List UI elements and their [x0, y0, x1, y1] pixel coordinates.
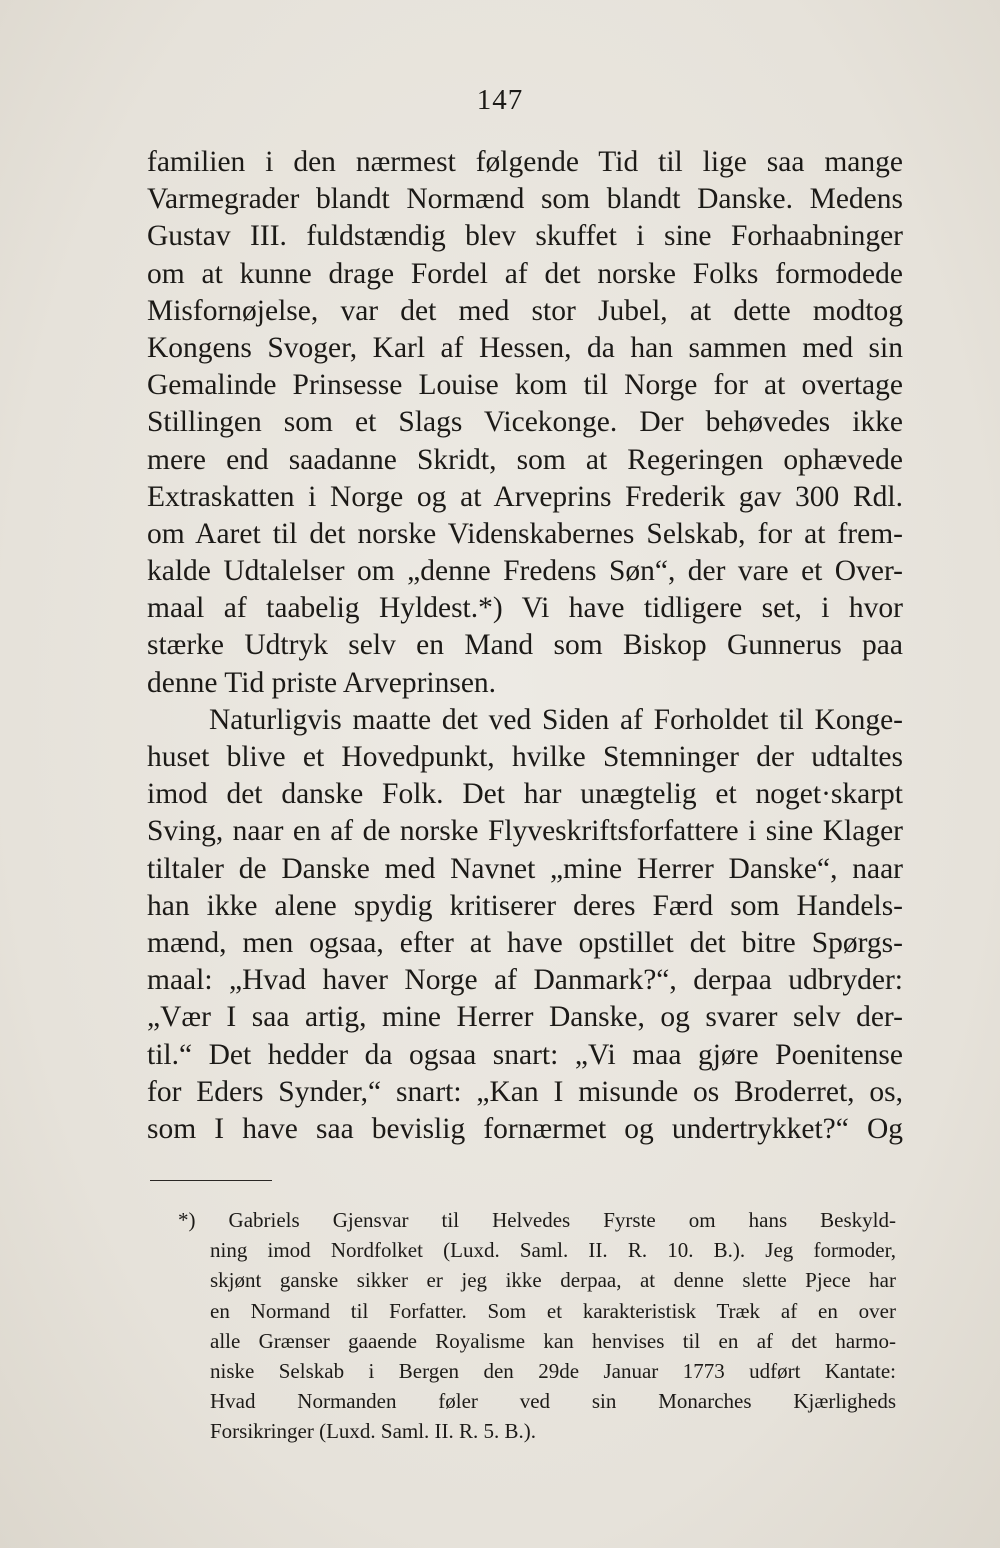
text-line: stærke Udtryk selv en Mand som Biskop Gunnerus paa [147, 629, 903, 662]
text-line: Varmegrader blandt Normænd som blandt Danske. Medens [147, 183, 903, 216]
text-line: om Aaret til det norske Videnskabernes Selskab, for at frem- [147, 517, 903, 550]
text-line: Extraskatten i Norge og at Arveprins Frederik gav 300 Rdl. [147, 480, 903, 513]
text-line: familien i den nærmest følgende Tid til lige saa mange [147, 146, 903, 178]
paragraph-last-line: denne Tid priste Arveprinsen. [147, 666, 497, 699]
text-line: mænd, men ogsaa, efter at have opstillet det bitre Spørgs- [147, 926, 903, 959]
text-line: mere end saadanne Skridt, som at Regeringen ophævede [147, 443, 903, 476]
footnote-line: alle Grænser gaaende Royalisme kan henvises til en af det harmo- [210, 1328, 896, 1353]
text-line: for Eders Synder,“ snart: „Kan I misunde os Broderret, os, [147, 1075, 903, 1108]
text-line: til.“ Det hedder da ogsaa snart: „Vi maa gjøre Poenitense [147, 1038, 903, 1071]
text-line: maal af taabelig Hyldest.*) Vi have tidligere set, i hvor [147, 592, 903, 625]
text-line: Misfornøjelse, var det med stor Jubel, at dette modtog [147, 294, 903, 327]
text-line: Sving, naar en af de norske Flyveskriftsforfattere i sine Klager [147, 815, 903, 848]
footnote [178, 1205, 896, 1447]
paragraph-first-line: Naturligvis maatte det ved Siden af Forholdet til Konge- [209, 703, 903, 736]
text-line: han ikke alene spydig kritiserer deres Færd som Handels- [147, 889, 903, 922]
page-number: 147 [476, 84, 524, 116]
text-line: huset blive et Hovedpunkt, hvilke Stemninger der udtaltes [147, 741, 903, 773]
body-text [147, 144, 903, 1148]
text-line: maal: „Hvad haver Norge af Danmark?“, derpaa udbryder: [147, 964, 903, 997]
footnote-divider [150, 1180, 272, 1181]
text-line: Gustav III. fuldstændig blev skuffet i sine Forhaabninger [147, 220, 903, 253]
text-line: imod det danske Folk. Det har unægtelig et noget·skarpt [147, 778, 903, 811]
text-line: Gemalinde Prinsesse Louise kom til Norge for at overtage [147, 369, 903, 402]
text-line: om at kunne drage Fordel af det norske Folks formodede [147, 257, 903, 290]
footnote-line: niske Selskab i Bergen den 29de Januar 1773 udført Kantate: [210, 1358, 896, 1383]
footnote-line: Hvad Normanden føler ved sin Monarches Kjærligheds [210, 1389, 896, 1414]
text-line: som I have saa bevislig fornærmet og undertrykket?“ Og [147, 1112, 903, 1145]
footnote-line: skjønt ganske sikker er jeg ikke derpaa, at denne slette Pjece har [210, 1268, 896, 1293]
footnote-line: en Normand til Forfatter. Som et karakteristisk Træk af en over [210, 1298, 896, 1323]
footnote-line: ning imod Nordfolket (Luxd. Saml. II. R. 10. B.). Jeg formoder, [210, 1238, 896, 1263]
text-line: Kongens Svoger, Karl af Hessen, da han sammen med sin [147, 331, 903, 364]
text-line: „Vær I saa artig, mine Herrer Danske, og svarer selv der- [147, 1001, 903, 1034]
footnote-line: Forsikringer (Luxd. Saml. II. R. 5. B.). [210, 1419, 537, 1444]
footnote-line: *) Gabriels Gjensvar til Helvedes Fyrste om hans Beskyld- [178, 1208, 896, 1232]
text-line: Stillingen som et Slags Vicekonge. Der behøvedes ikke [147, 406, 903, 439]
text-line: kalde Udtalelser om „denne Fredens Søn“, der vare et Over- [147, 555, 903, 588]
text-line: tiltaler de Danske med Navnet „mine Herrer Danske“, naar [147, 852, 903, 885]
